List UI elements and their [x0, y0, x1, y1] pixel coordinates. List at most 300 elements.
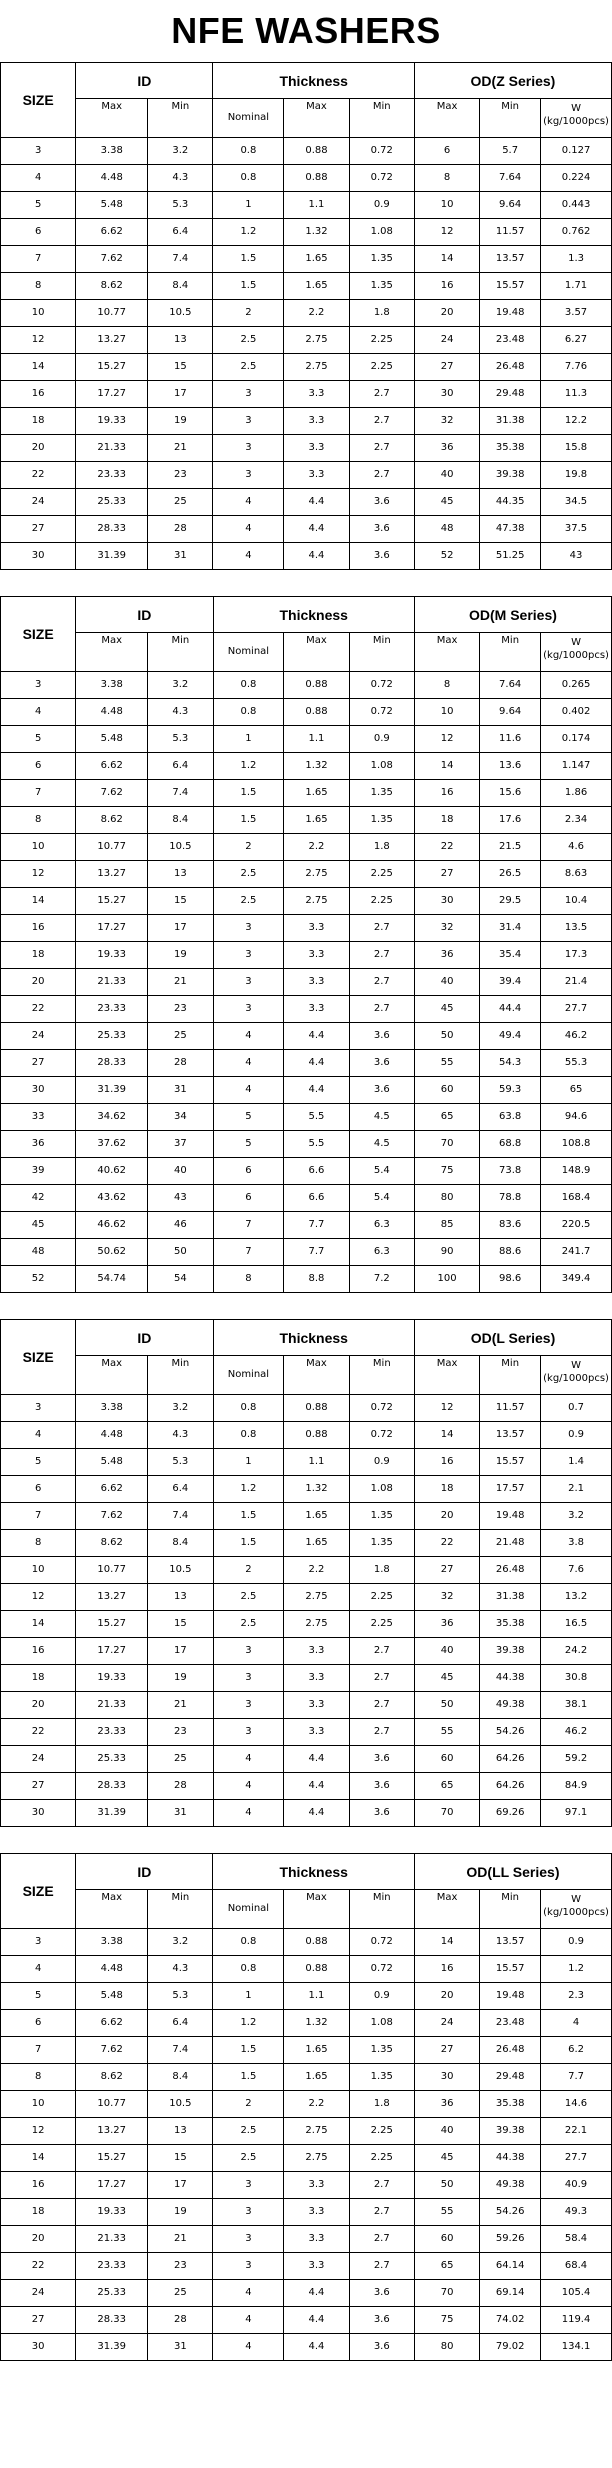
id-max-cell: 40.62 [76, 1158, 148, 1185]
weight-unit: (kg/1000pcs) [543, 116, 609, 127]
id-max-cell: 17.27 [76, 1638, 148, 1665]
thickness-nominal-cell: 0.8 [213, 138, 284, 165]
id-max-cell: 5.48 [76, 1449, 148, 1476]
size-cell: 16 [1, 381, 76, 408]
thickness-max-cell: 3.3 [284, 1719, 349, 1746]
spec-table [0, 62, 612, 570]
thickness-min-cell: 2.7 [349, 915, 414, 942]
od-max-cell: 36 [414, 1611, 479, 1638]
id-min-cell: 19 [148, 408, 213, 435]
thickness-nominal-cell: 3 [213, 462, 284, 489]
od-max-cell: 100 [414, 1266, 479, 1293]
thickness-nominal-cell: 8 [213, 1266, 284, 1293]
od-min-cell: 7.64 [480, 672, 541, 699]
id-min-cell: 4.3 [148, 165, 213, 192]
thickness-max-cell: 3.3 [284, 996, 349, 1023]
thickness-nominal-cell: 0.8 [213, 1956, 284, 1983]
od-max-cell: 45 [414, 489, 479, 516]
thickness-min-cell: 1.8 [349, 834, 414, 861]
od-max-cell: 30 [414, 381, 479, 408]
id-max-cell: 31.39 [76, 543, 148, 570]
od-series-header: OD(L Series) [414, 1320, 611, 1356]
thickness-nominal-cell: 3 [213, 969, 284, 996]
thickness-nominal-cell: 0.8 [213, 1395, 284, 1422]
od-max-cell: 14 [414, 1422, 479, 1449]
thickness-min-cell: 2.7 [349, 2199, 414, 2226]
od-min-header: Min [480, 633, 541, 672]
od-max-cell: 70 [414, 2280, 479, 2307]
thickness-min-cell: 1.35 [349, 2064, 414, 2091]
od-max-cell: 36 [414, 435, 479, 462]
thickness-min-cell: 2.25 [349, 1611, 414, 1638]
table-row [1, 888, 612, 915]
weight-unit: (kg/1000pcs) [543, 1373, 609, 1384]
id-min-cell: 5.3 [148, 726, 213, 753]
od-max-cell: 27 [414, 354, 479, 381]
od-min-cell: 64.26 [480, 1773, 541, 1800]
thickness-nominal-cell: 0.8 [213, 672, 284, 699]
thickness-nominal-cell: 3 [213, 1719, 284, 1746]
weight-cell: 4 [541, 2010, 612, 2037]
thickness-min-cell: 4.5 [349, 1131, 414, 1158]
weight-cell: 27.7 [541, 2145, 612, 2172]
thickness-min-cell: 2.7 [349, 1638, 414, 1665]
thickness-nominal-cell: 1.5 [213, 807, 284, 834]
thickness-max-cell: 1.65 [284, 807, 349, 834]
od-min-cell: 31.4 [480, 915, 541, 942]
id-max-cell: 17.27 [76, 381, 148, 408]
id-max-cell: 31.39 [76, 1077, 148, 1104]
od-min-cell: 35.38 [480, 2091, 541, 2118]
thickness-min-cell: 0.72 [349, 1956, 414, 1983]
id-min-cell: 50 [148, 1239, 213, 1266]
weight-cell: 16.5 [541, 1611, 612, 1638]
thickness-min-cell: 0.9 [349, 1449, 414, 1476]
thickness-nominal-cell: 3 [213, 2253, 284, 2280]
id-min-cell: 7.4 [148, 246, 213, 273]
size-cell: 6 [1, 1476, 76, 1503]
thickness-nominal-cell: 1.5 [213, 2037, 284, 2064]
weight-cell: 13.5 [541, 915, 612, 942]
id-max-cell: 31.39 [76, 2334, 148, 2361]
od-max-cell: 32 [414, 1584, 479, 1611]
od-min-cell: 13.6 [480, 753, 541, 780]
table-row [1, 1395, 612, 1422]
weight-cell: 7.7 [541, 2064, 612, 2091]
od-min-cell: 79.02 [480, 2334, 541, 2361]
thickness-min-cell: 2.7 [349, 462, 414, 489]
size-cell: 22 [1, 996, 76, 1023]
id-header: ID [76, 597, 213, 633]
id-min-cell: 15 [148, 888, 213, 915]
id-max-cell: 13.27 [76, 327, 148, 354]
header-row-group [1, 1320, 612, 1356]
thickness-min-header: Min [349, 633, 414, 672]
thickness-nominal-cell: 4 [213, 1023, 284, 1050]
size-cell: 6 [1, 219, 76, 246]
thickness-max-cell: 2.75 [284, 354, 349, 381]
weight-cell: 1.71 [541, 273, 612, 300]
id-max-cell: 25.33 [76, 1746, 148, 1773]
od-max-cell: 40 [414, 2118, 479, 2145]
od-max-cell: 27 [414, 1557, 479, 1584]
thickness-min-cell: 1.35 [349, 273, 414, 300]
od-max-cell: 75 [414, 2307, 479, 2334]
thickness-max-cell: 4.4 [284, 1773, 349, 1800]
od-max-cell: 22 [414, 834, 479, 861]
thickness-max-cell: 1.1 [284, 1983, 349, 2010]
size-cell: 10 [1, 834, 76, 861]
thickness-min-cell: 3.6 [349, 543, 414, 570]
thickness-min-cell: 0.9 [349, 1983, 414, 2010]
size-cell: 20 [1, 2226, 76, 2253]
weight-cell: 0.7 [541, 1395, 612, 1422]
thickness-max-cell: 3.3 [284, 2226, 349, 2253]
thickness-min-cell: 2.7 [349, 942, 414, 969]
thickness-nominal-cell: 7 [213, 1239, 284, 1266]
thickness-min-cell: 3.6 [349, 2307, 414, 2334]
thickness-nominal-cell: 1.2 [213, 1476, 284, 1503]
thickness-min-cell: 7.2 [349, 1266, 414, 1293]
weight-cell: 40.9 [541, 2172, 612, 2199]
od-max-cell: 27 [414, 861, 479, 888]
id-max-cell: 6.62 [76, 2010, 148, 2037]
od-max-cell: 16 [414, 273, 479, 300]
table-row [1, 807, 612, 834]
od-min-cell: 26.5 [480, 861, 541, 888]
id-max-cell: 43.62 [76, 1185, 148, 1212]
od-min-cell: 15.57 [480, 1956, 541, 1983]
id-min-cell: 25 [148, 2280, 213, 2307]
size-cell: 22 [1, 1719, 76, 1746]
weight-cell: 2.1 [541, 1476, 612, 1503]
id-min-cell: 23 [148, 2253, 213, 2280]
id-max-cell: 21.33 [76, 1692, 148, 1719]
thickness-nominal-cell: 2.5 [213, 888, 284, 915]
id-max-header: Max [76, 633, 148, 672]
thickness-nominal-cell: 3 [213, 1665, 284, 1692]
size-cell: 22 [1, 462, 76, 489]
od-min-cell: 29.5 [480, 888, 541, 915]
size-cell: 42 [1, 1185, 76, 1212]
weight-symbol: W [571, 1360, 581, 1371]
id-max-cell: 8.62 [76, 2064, 148, 2091]
weight-cell: 10.4 [541, 888, 612, 915]
thickness-min-cell: 2.7 [349, 1692, 414, 1719]
thickness-max-cell: 3.3 [284, 408, 349, 435]
weight-cell: 65 [541, 1077, 612, 1104]
size-cell: 22 [1, 2253, 76, 2280]
id-max-cell: 5.48 [76, 192, 148, 219]
id-min-header: Min [148, 1890, 213, 1929]
spec-table [0, 1853, 612, 2361]
id-max-cell: 25.33 [76, 2280, 148, 2307]
id-min-cell: 6.4 [148, 2010, 213, 2037]
thickness-max-cell: 6.6 [284, 1185, 349, 1212]
id-max-cell: 13.27 [76, 2118, 148, 2145]
id-max-cell: 3.38 [76, 672, 148, 699]
table-row [1, 1266, 612, 1293]
header-row-sub [1, 1890, 612, 1929]
table-row [1, 1638, 612, 1665]
id-min-cell: 17 [148, 2172, 213, 2199]
weight-cell: 7.76 [541, 354, 612, 381]
thickness-min-cell: 0.72 [349, 1395, 414, 1422]
table-row [1, 726, 612, 753]
table-row [1, 1584, 612, 1611]
od-max-cell: 55 [414, 2199, 479, 2226]
washer-tables [0, 62, 612, 2361]
id-min-cell: 7.4 [148, 780, 213, 807]
od-min-cell: 78.8 [480, 1185, 541, 1212]
thickness-nominal-cell: 4 [213, 489, 284, 516]
id-min-cell: 8.4 [148, 1530, 213, 1557]
size-header: SIZE [1, 63, 76, 138]
od-min-cell: 73.8 [480, 1158, 541, 1185]
id-min-cell: 13 [148, 1584, 213, 1611]
od-min-cell: 19.48 [480, 300, 541, 327]
id-min-cell: 25 [148, 1023, 213, 1050]
weight-cell: 2.34 [541, 807, 612, 834]
id-max-cell: 31.39 [76, 1800, 148, 1827]
thickness-min-cell: 3.6 [349, 489, 414, 516]
od-max-cell: 55 [414, 1050, 479, 1077]
size-cell: 33 [1, 1104, 76, 1131]
od-max-cell: 85 [414, 1212, 479, 1239]
id-max-cell: 19.33 [76, 1665, 148, 1692]
id-min-cell: 3.2 [148, 1395, 213, 1422]
id-max-cell: 15.27 [76, 354, 148, 381]
id-min-cell: 3.2 [148, 672, 213, 699]
od-min-cell: 74.02 [480, 2307, 541, 2334]
thickness-min-cell: 6.3 [349, 1212, 414, 1239]
id-min-cell: 25 [148, 489, 213, 516]
size-cell: 5 [1, 726, 76, 753]
id-min-cell: 13 [148, 327, 213, 354]
thickness-min-cell: 2.7 [349, 1719, 414, 1746]
table-row [1, 1131, 612, 1158]
table-row [1, 1692, 612, 1719]
od-min-cell: 31.38 [480, 1584, 541, 1611]
thickness-max-cell: 2.75 [284, 888, 349, 915]
thickness-max-cell: 3.3 [284, 1638, 349, 1665]
weight-cell: 0.9 [541, 1929, 612, 1956]
id-min-cell: 21 [148, 435, 213, 462]
od-max-cell: 40 [414, 462, 479, 489]
od-min-cell: 44.35 [480, 489, 541, 516]
od-max-cell: 65 [414, 1104, 479, 1131]
od-max-cell: 8 [414, 672, 479, 699]
thickness-nominal-cell: 6 [213, 1185, 284, 1212]
thickness-nominal-cell: 1.5 [213, 2064, 284, 2091]
id-max-cell: 17.27 [76, 2172, 148, 2199]
od-min-cell: 44.38 [480, 1665, 541, 1692]
size-cell: 12 [1, 327, 76, 354]
id-max-cell: 8.62 [76, 1530, 148, 1557]
id-max-cell: 21.33 [76, 2226, 148, 2253]
od-min-cell: 35.38 [480, 1611, 541, 1638]
thickness-nominal-header: Nominal [213, 1356, 284, 1395]
thickness-nominal-cell: 3 [213, 2199, 284, 2226]
weight-cell: 11.3 [541, 381, 612, 408]
id-min-cell: 23 [148, 1719, 213, 1746]
id-max-cell: 6.62 [76, 219, 148, 246]
table-row [1, 300, 612, 327]
id-min-cell: 4.3 [148, 1956, 213, 1983]
thickness-max-cell: 1.65 [284, 2064, 349, 2091]
id-max-cell: 23.33 [76, 462, 148, 489]
od-max-cell: 40 [414, 969, 479, 996]
od-min-cell: 88.6 [480, 1239, 541, 1266]
size-cell: 39 [1, 1158, 76, 1185]
table-row [1, 1956, 612, 1983]
table-row [1, 273, 612, 300]
thickness-nominal-cell: 2 [213, 300, 284, 327]
weight-cell: 0.402 [541, 699, 612, 726]
thickness-max-header: Max [284, 633, 349, 672]
weight-cell: 349.4 [541, 1266, 612, 1293]
thickness-min-header: Min [349, 1890, 414, 1929]
weight-cell: 1.2 [541, 1956, 612, 1983]
thickness-max-cell: 1.65 [284, 273, 349, 300]
weight-cell: 49.3 [541, 2199, 612, 2226]
table-row [1, 2307, 612, 2334]
thickness-max-cell: 7.7 [284, 1239, 349, 1266]
thickness-min-cell: 1.08 [349, 219, 414, 246]
thickness-nominal-cell: 1.5 [213, 1530, 284, 1557]
id-min-cell: 8.4 [148, 807, 213, 834]
od-max-cell: 50 [414, 1692, 479, 1719]
thickness-max-cell: 3.3 [284, 381, 349, 408]
table-row [1, 996, 612, 1023]
table-row [1, 1023, 612, 1050]
size-cell: 14 [1, 2145, 76, 2172]
size-cell: 27 [1, 516, 76, 543]
weight-cell: 148.9 [541, 1158, 612, 1185]
table-row [1, 543, 612, 570]
thickness-max-cell: 1.65 [284, 780, 349, 807]
thickness-min-cell: 1.8 [349, 1557, 414, 1584]
id-min-cell: 6.4 [148, 753, 213, 780]
od-max-cell: 36 [414, 942, 479, 969]
thickness-max-cell: 4.4 [284, 1023, 349, 1050]
weight-cell: 58.4 [541, 2226, 612, 2253]
thickness-nominal-cell: 1.5 [213, 273, 284, 300]
thickness-min-cell: 2.7 [349, 1665, 414, 1692]
thickness-max-cell: 3.3 [284, 2253, 349, 2280]
weight-cell: 38.1 [541, 1692, 612, 1719]
table-row [1, 1719, 612, 1746]
size-cell: 27 [1, 1050, 76, 1077]
id-min-cell: 15 [148, 2145, 213, 2172]
id-min-cell: 31 [148, 2334, 213, 2361]
id-min-cell: 6.4 [148, 1476, 213, 1503]
thickness-min-cell: 1.8 [349, 2091, 414, 2118]
id-max-cell: 19.33 [76, 408, 148, 435]
id-max-cell: 7.62 [76, 246, 148, 273]
id-max-header: Max [76, 99, 148, 138]
size-cell: 24 [1, 489, 76, 516]
thickness-nominal-cell: 3 [213, 408, 284, 435]
thickness-max-cell: 2.75 [284, 1584, 349, 1611]
od-max-cell: 36 [414, 2091, 479, 2118]
thickness-min-cell: 6.3 [349, 1239, 414, 1266]
size-header: SIZE [1, 1320, 76, 1395]
thickness-min-cell: 1.35 [349, 2037, 414, 2064]
id-max-cell: 28.33 [76, 2307, 148, 2334]
size-cell: 16 [1, 915, 76, 942]
thickness-header: Thickness [213, 63, 414, 99]
table-row [1, 753, 612, 780]
weight-cell: 134.1 [541, 2334, 612, 2361]
thickness-nominal-cell: 1.2 [213, 753, 284, 780]
id-max-cell: 10.77 [76, 1557, 148, 1584]
thickness-nominal-cell: 2.5 [213, 354, 284, 381]
weight-cell: 7.6 [541, 1557, 612, 1584]
od-min-cell: 51.25 [480, 543, 541, 570]
size-cell: 18 [1, 1665, 76, 1692]
id-min-cell: 34 [148, 1104, 213, 1131]
weight-cell: 1.4 [541, 1449, 612, 1476]
table-row [1, 780, 612, 807]
id-max-cell: 4.48 [76, 1422, 148, 1449]
od-min-header: Min [480, 99, 541, 138]
id-min-header: Min [148, 633, 213, 672]
od-min-cell: 54.3 [480, 1050, 541, 1077]
table-row [1, 1929, 612, 1956]
od-max-cell: 14 [414, 246, 479, 273]
thickness-nominal-header: Nominal [213, 99, 284, 138]
id-max-cell: 10.77 [76, 2091, 148, 2118]
thickness-max-cell: 2.75 [284, 861, 349, 888]
id-header: ID [76, 1320, 213, 1356]
table-gap [0, 1293, 612, 1319]
thickness-max-cell: 1.32 [284, 2010, 349, 2037]
weight-cell: 108.8 [541, 1131, 612, 1158]
od-min-cell: 26.48 [480, 354, 541, 381]
thickness-nominal-cell: 4 [213, 516, 284, 543]
od-min-cell: 68.8 [480, 1131, 541, 1158]
thickness-max-cell: 1.1 [284, 192, 349, 219]
thickness-min-cell: 2.7 [349, 408, 414, 435]
thickness-max-cell: 3.3 [284, 915, 349, 942]
od-min-cell: 35.4 [480, 942, 541, 969]
thickness-max-cell: 3.3 [284, 435, 349, 462]
weight-cell: 6.27 [541, 327, 612, 354]
thickness-header: Thickness [213, 597, 414, 633]
thickness-max-cell: 2.75 [284, 2118, 349, 2145]
weight-cell: 68.4 [541, 2253, 612, 2280]
weight-unit: (kg/1000pcs) [543, 1907, 609, 1918]
table-row [1, 2226, 612, 2253]
thickness-max-cell: 0.88 [284, 672, 349, 699]
id-max-cell: 25.33 [76, 1023, 148, 1050]
thickness-min-cell: 5.4 [349, 1185, 414, 1212]
weight-cell: 0.174 [541, 726, 612, 753]
weight-cell: 97.1 [541, 1800, 612, 1827]
table-row [1, 1212, 612, 1239]
thickness-nominal-cell: 4 [213, 1077, 284, 1104]
od-min-cell: 49.38 [480, 1692, 541, 1719]
thickness-min-cell: 0.72 [349, 699, 414, 726]
weight-cell: 21.4 [541, 969, 612, 996]
table-row [1, 1185, 612, 1212]
id-min-cell: 17 [148, 381, 213, 408]
od-min-cell: 29.48 [480, 2064, 541, 2091]
thickness-min-cell: 1.08 [349, 1476, 414, 1503]
id-max-cell: 23.33 [76, 1719, 148, 1746]
id-max-cell: 13.27 [76, 861, 148, 888]
